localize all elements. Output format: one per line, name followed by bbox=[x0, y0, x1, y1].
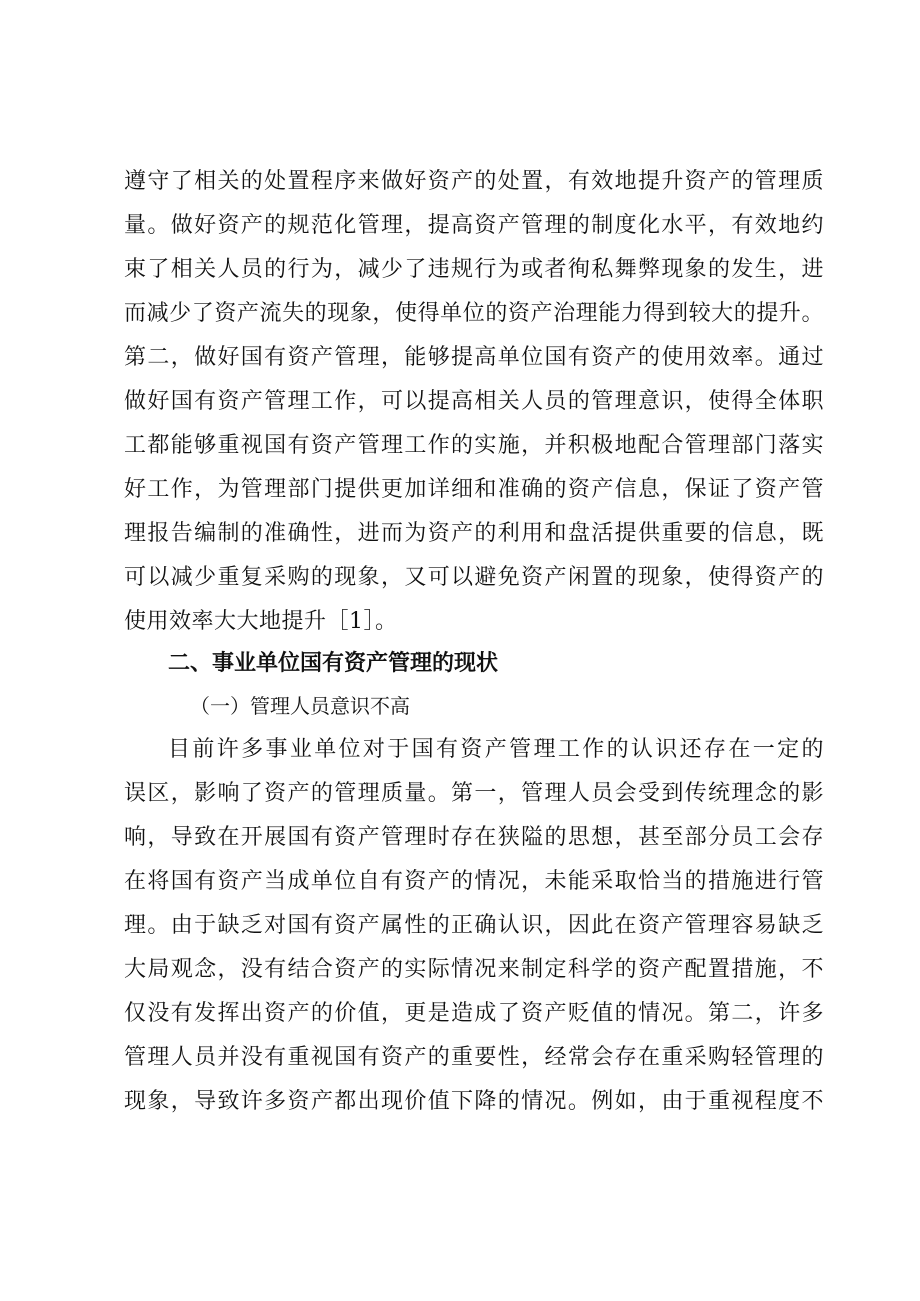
paragraph-line: 在将国有资产当成单位自有资产的情况，未能采取恰当的措施进行管 bbox=[124, 869, 824, 894]
paragraph-line: 可以减少重复采购的现象，又可以避免资产闲置的现象，使得资产的 bbox=[124, 565, 824, 590]
paragraph-line: 好工作，为管理部门提供更加详细和准确的资产信息，保证了资产管 bbox=[124, 477, 824, 502]
subsection-heading: （一）管理人员意识不高 bbox=[190, 694, 410, 718]
paragraph-line: 响，导致在开展国有资产管理时存在狭隘的思想，甚至部分员工会存 bbox=[124, 825, 824, 850]
paragraph-line: 目前许多事业单位对于国有资产管理工作的认识还存在一定的 bbox=[168, 737, 824, 762]
paragraph-line: 误区，影响了资产的管理质量。第一，管理人员会受到传统理念的影 bbox=[124, 781, 824, 806]
paragraph-line: 大局观念，没有结合资产的实际情况来制定科学的资产配置措施，不 bbox=[124, 957, 824, 982]
paragraph-line: 做好国有资产管理工作，可以提高相关人员的管理意识，使得全体职 bbox=[124, 389, 824, 414]
paragraph-line: 而减少了资产流失的现象，使得单位的资产治理能力得到较大的提升。 bbox=[124, 301, 824, 326]
paragraph-line: 使用效率大大地提升［1］。 bbox=[124, 609, 398, 634]
section-heading: 二、事业单位国有资产管理的现状 bbox=[168, 651, 499, 676]
paragraph-line: 理。由于缺乏对国有资产属性的正确认识，因此在资产管理容易缺乏 bbox=[124, 913, 824, 938]
paragraph-line: 现象，导致许多资产都出现价值下降的情况。例如，由于重视程度不 bbox=[124, 1089, 824, 1114]
paragraph-line: 量。做好资产的规范化管理，提高资产管理的制度化水平，有效地约 bbox=[124, 213, 824, 238]
paragraph-line: 第二，做好国有资产管理，能够提高单位国有资产的使用效率。通过 bbox=[124, 345, 824, 370]
paragraph-line: 束了相关人员的行为，减少了违规行为或者徇私舞弊现象的发生，进 bbox=[124, 257, 824, 282]
paragraph-line: 仅没有发挥出资产的价值，更是造成了资产贬值的情况。第二，许多 bbox=[124, 1001, 824, 1026]
paragraph-line: 遵守了相关的处置程序来做好资产的处置，有效地提升资产的管理质 bbox=[124, 169, 824, 194]
paragraph-line: 工都能够重视国有资产管理工作的实施，并积极地配合管理部门落实 bbox=[124, 433, 824, 458]
paragraph-line: 管理人员并没有重视国有资产的重要性，经常会存在重采购轻管理的 bbox=[124, 1045, 824, 1070]
paragraph-line: 理报告编制的准确性，进而为资产的利用和盘活提供重要的信息，既 bbox=[124, 521, 824, 546]
